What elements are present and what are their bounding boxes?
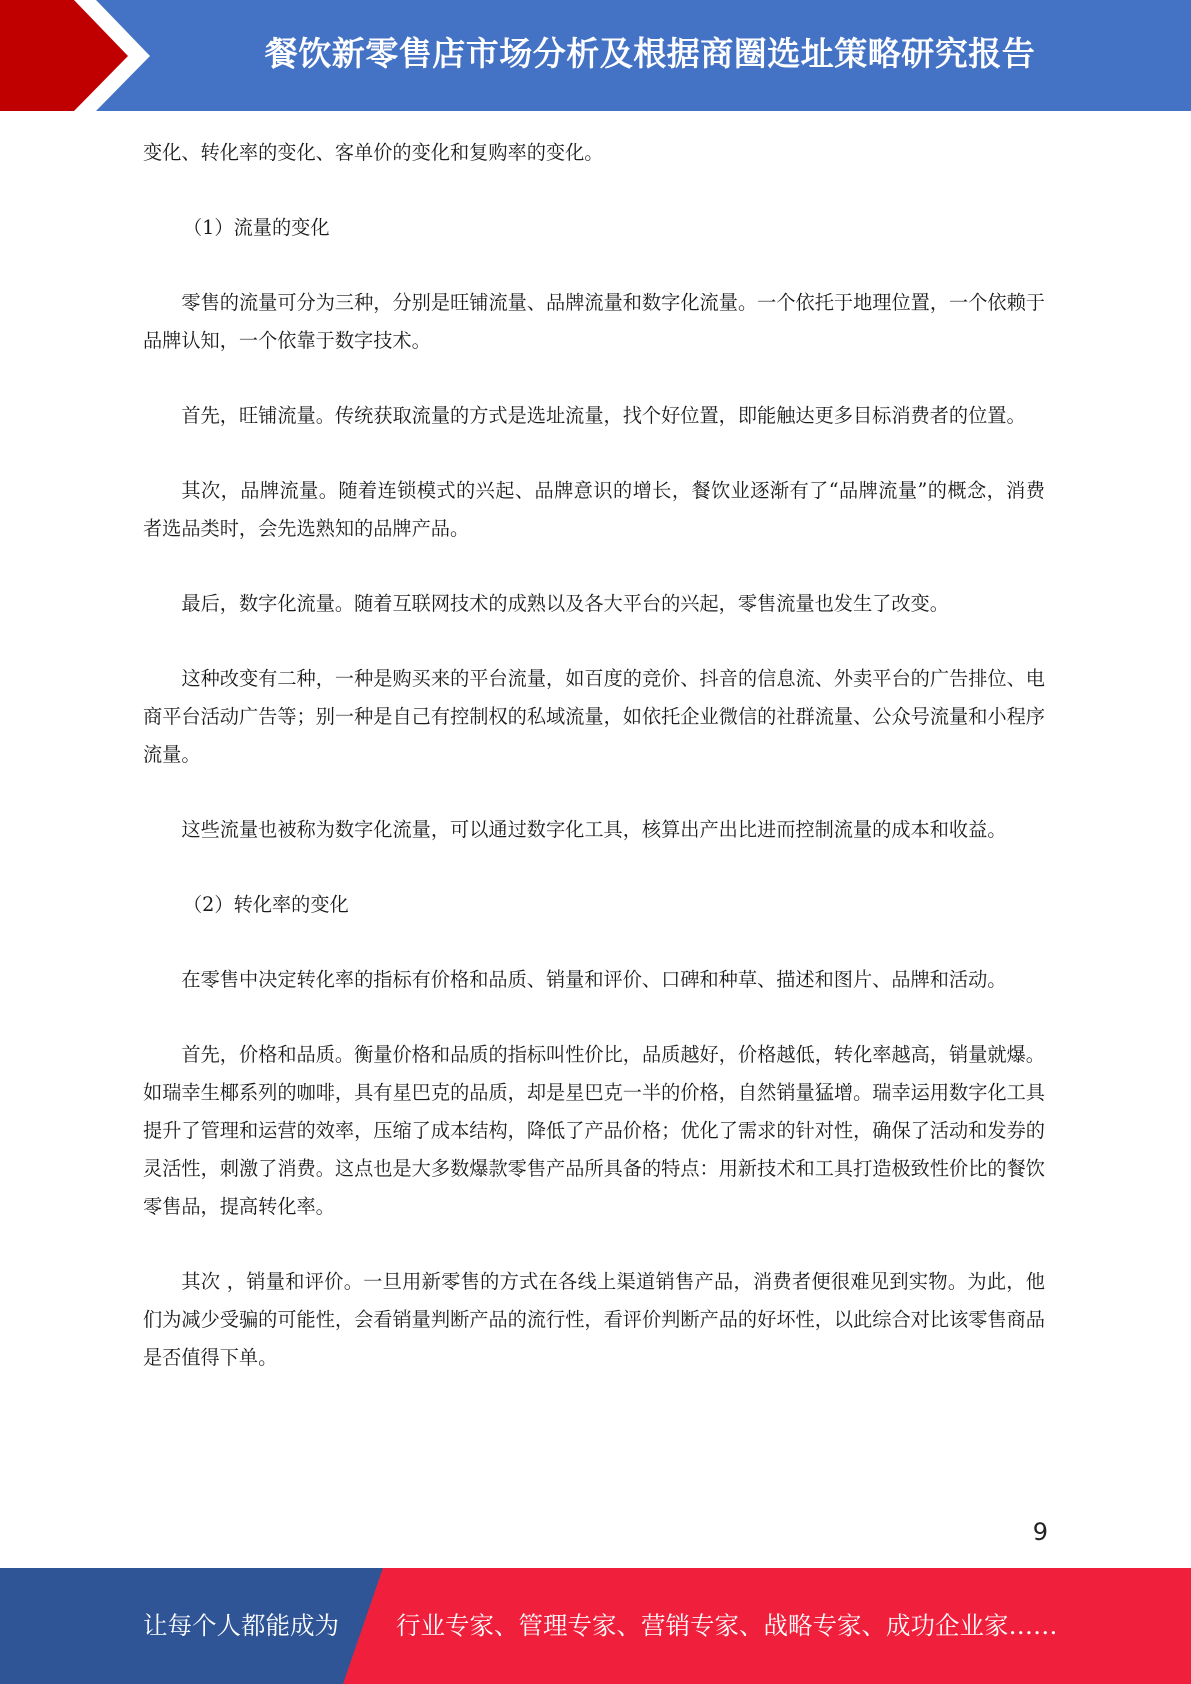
paragraph: 最后，数字化流量。随着互联网技术的成熟以及各大平台的兴起，零售流量也发生了改变。: [181, 592, 949, 615]
footer-slogan-right: 行业专家、管理专家、营销专家、战略专家、成功企业家……: [396, 1611, 1058, 1640]
paragraph: 首先，旺铺流量。传统获取流量的方式是选址流量，找个好位置，即能触达更多目标消费者的位置。: [181, 404, 1026, 427]
footer-slogan-left: 让每个人都能成为: [143, 1611, 339, 1640]
paragraph: 其次，品牌流量。随着连锁模式的兴起、品牌意识的增长，餐饮业逐渐有了“品牌流量”的概念，消费者选品类时，会先选熟知的品牌产品。: [143, 479, 1045, 540]
paragraph: 首先，价格和品质。衡量价格和品质的指标叫性价比，品质越好，价格越低，转化率越高，销量就爆。如瑞幸生椰系列的咖啡，具有星巴克的品质，却是星巴克一半的价格，自然销量猛增。瑞幸运用数字化工具提升了管理和运营的效率，压缩了成本结构，降低了产品价格；优化了需求的针对性，确保了活动和发券的灵活性，刺激了消费。这点也是大多数爆款零售产品所具备的特点：用新技术和工具打造极致性价比的餐饮零售品，提高转化率。: [143, 1043, 1045, 1218]
paragraph: 这些流量也被称为数字化流量，可以通过数字化工具，核算出产出比进而控制流量的成本和收益。: [181, 818, 1007, 841]
section-heading: （1）流量的变化: [183, 216, 330, 239]
document-title: 餐饮新零售店市场分析及根据商圈选址策略研究报告: [264, 34, 1036, 73]
page-header: [0, 0, 1191, 111]
paragraph: 其次 ，销量和评价。一旦用新零售的方式在各线上渠道销售产品，消费者便很难见到实物。为此，他们为减少受骗的可能性，会看销量判断产品的流行性，看评价判断产品的好坏性，以此综合对比该零售商品是否值得下单。: [143, 1270, 1045, 1369]
paragraph: 零售的流量可分为三种，分别是旺铺流量、品牌流量和数字化流量。一个依托于地理位置，一个依赖于品牌认知，一个依靠于数字技术。: [143, 291, 1045, 352]
page-number: 9: [1032, 1518, 1048, 1546]
section-heading: （2）转化率的变化: [183, 893, 349, 916]
paragraph: 这种改变有二种，一种是购买来的平台流量，如百度的竞价、抖音的信息流、外卖平台的广告排位、电商平台活动广告等；别一种是自己有控制权的私域流量，如依托企业微信的社群流量、公众号流量和小程序流量。: [143, 667, 1045, 766]
page-footer: [0, 1568, 1191, 1684]
paragraph: 在零售中决定转化率的指标有价格和品质、销量和评价、口碑和种草、描述和图片、品牌和活动。: [181, 968, 1007, 991]
paragraph: 变化、转化率的变化、客单价的变化和复购率的变化。: [143, 141, 604, 164]
page-content: [143, 134, 1045, 1414]
